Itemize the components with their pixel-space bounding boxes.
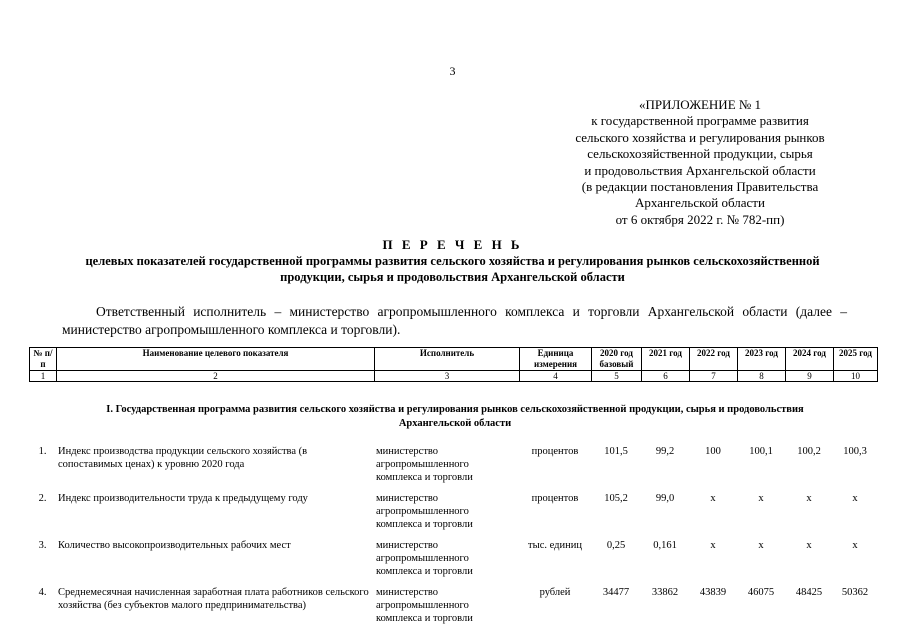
executor: министерство агропромышленного комплекса и торговли bbox=[376, 587, 473, 624]
value-2025: 100,3 bbox=[843, 446, 867, 457]
value-2021: 0,161 bbox=[653, 540, 677, 551]
section-heading: I. Государственная программа развития сельского хозяйства и регулирования рынков сельскохозяйственной продукции, сырья и продовольствия Архангельской области bbox=[106, 404, 804, 429]
header-cell: Исполнитель bbox=[375, 348, 520, 371]
value-2020: 101,5 bbox=[604, 446, 628, 457]
executor: министерство агропромышленного комплекса и торговли bbox=[376, 540, 473, 577]
value-2023: 100,1 bbox=[749, 446, 773, 457]
appendix-line: сельскохозяйственной продукции, сырья bbox=[587, 146, 813, 162]
value-2021: 33862 bbox=[651, 587, 679, 598]
column-number: 7 bbox=[690, 371, 738, 382]
indicator-name: Индекс производства продукции сельского хозяйства (в сопоставимых ценах) к уровню 2020 года bbox=[58, 446, 308, 470]
row-number: 1. bbox=[38, 446, 47, 457]
unit: процентов bbox=[531, 446, 579, 457]
column-number: 10 bbox=[834, 371, 878, 382]
table-row bbox=[29, 586, 877, 633]
appendix-line: сельского хозяйства и регулирования рынков bbox=[575, 129, 825, 145]
value-2024: 48425 bbox=[795, 587, 823, 598]
row-number: 2. bbox=[38, 493, 47, 504]
header-cell: 2022 год bbox=[690, 348, 738, 371]
value-2025: x bbox=[852, 493, 858, 504]
header-cell: Наименование целевого показателя bbox=[57, 348, 375, 371]
value-2024: x bbox=[806, 540, 812, 551]
column-number: 1 bbox=[30, 371, 57, 382]
indicator-name: Количество высокопроизводительных рабочих мест bbox=[58, 540, 291, 551]
table-row bbox=[29, 492, 877, 539]
appendix-line: от 6 октября 2022 г. № 782-пп) bbox=[615, 211, 785, 227]
value-2021: 99,0 bbox=[655, 493, 675, 504]
row-number: 4. bbox=[38, 587, 47, 598]
column-number: 3 bbox=[375, 371, 520, 382]
executor: министерство агропромышленного комплекса и торговли bbox=[376, 493, 473, 530]
column-number: 4 bbox=[520, 371, 592, 382]
value-2020: 34477 bbox=[602, 587, 630, 598]
unit: тыс. единиц bbox=[528, 540, 582, 551]
column-number: 9 bbox=[786, 371, 834, 382]
row-number: 3. bbox=[38, 540, 47, 551]
header-cell: 2023 год bbox=[738, 348, 786, 371]
value-2025: 50362 bbox=[841, 587, 869, 598]
column-number: 5 bbox=[592, 371, 642, 382]
unit: процентов bbox=[531, 493, 579, 504]
value-2022: x bbox=[710, 540, 716, 551]
header-cell: 2020 год базовый bbox=[592, 348, 642, 371]
document-subtitle: целевых показателей государственной программы развития сельского хозяйства и регулирования рынков сельскохозяйственной продукции, сырья и продовольствия Архангельской области bbox=[85, 254, 820, 284]
appendix-line: «ПРИЛОЖЕНИЕ № 1 bbox=[638, 97, 762, 112]
header-cell: Единица измерения bbox=[520, 348, 592, 371]
appendix-header bbox=[530, 97, 870, 228]
header-cell: 2024 год bbox=[786, 348, 834, 371]
column-number-row bbox=[30, 371, 878, 382]
header-row bbox=[30, 348, 878, 371]
value-2020: 105,2 bbox=[604, 493, 628, 504]
indicator-name: Индекс производительности труда к предыдущему году bbox=[58, 493, 308, 504]
value-2024: x bbox=[806, 493, 812, 504]
table-row bbox=[29, 539, 877, 586]
value-2023: x bbox=[758, 540, 764, 551]
header-cell: № п/п bbox=[30, 348, 57, 371]
value-2023: 46075 bbox=[747, 587, 775, 598]
appendix-line: Архангельской области bbox=[635, 195, 765, 211]
value-2024: 100,2 bbox=[797, 446, 821, 457]
value-2023: x bbox=[758, 493, 764, 504]
indicators-table-body bbox=[29, 445, 877, 633]
appendix-line: к государственной программе развития bbox=[591, 113, 809, 129]
header-cell: 2021 год bbox=[642, 348, 690, 371]
value-2022: x bbox=[710, 493, 716, 504]
appendix-line: и продовольствия Архангельской области bbox=[584, 162, 816, 178]
value-2025: x bbox=[852, 540, 858, 551]
executor: министерство агропромышленного комплекса и торговли bbox=[376, 446, 473, 483]
page-number: 3 bbox=[449, 64, 456, 78]
column-number: 6 bbox=[642, 371, 690, 382]
indicator-name: Среднемесячная начисленная заработная плата работников сельского хозяйства (без субъектов малого предпринимательства) bbox=[58, 587, 369, 611]
responsible-executor-paragraph: Ответственный исполнитель – министерство агропромышленного комплекса и торговли Архангельской области (далее – министерство агропромышленного комплекса и торговли). bbox=[62, 304, 847, 337]
header-cell: 2025 год bbox=[834, 348, 878, 371]
table-row bbox=[29, 445, 877, 492]
value-2021: 99,2 bbox=[655, 446, 675, 457]
unit: рублей bbox=[539, 587, 571, 598]
value-2022: 43839 bbox=[699, 587, 727, 598]
value-2022: 100 bbox=[705, 446, 721, 457]
column-number: 8 bbox=[738, 371, 786, 382]
appendix-line: (в редакции постановления Правительства bbox=[581, 179, 819, 195]
value-2020: 0,25 bbox=[606, 540, 626, 551]
document-title: П Е Р Е Ч Е Н Ь bbox=[382, 237, 523, 252]
indicators-table-header bbox=[29, 347, 878, 382]
column-number: 2 bbox=[57, 371, 375, 382]
